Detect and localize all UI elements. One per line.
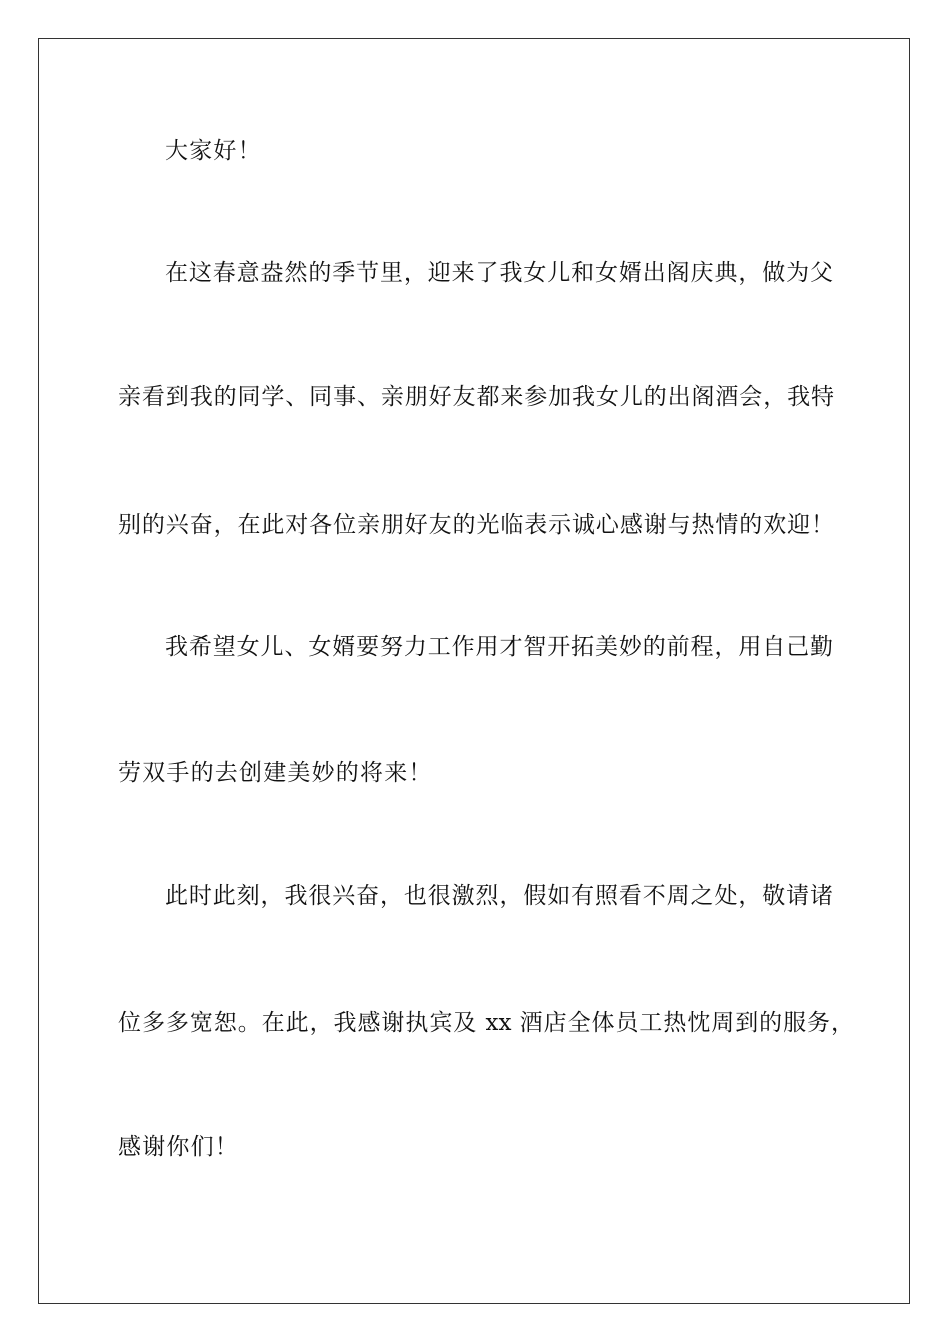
greeting-line: 大家好！ [165, 138, 262, 164]
paragraph-3-line-2: 位多多宽恕。在此，我感谢执宾及 xx 酒店全体员工热忱周到的服务， [118, 1010, 854, 1036]
paragraph-1-line-1: 在这春意盎然的季节里，迎来了我女儿和女婿出阁庆典，做为父 [165, 260, 833, 286]
paragraph-1-line-2: 亲看到我的同学、同事、亲朋好友都来参加我女儿的出阁酒会，我特 [118, 384, 834, 410]
paragraph-1-line-3: 别的兴奋，在此对各位亲朋好友的光临表示诚心感谢与热情的欢迎！ [118, 512, 834, 538]
paragraph-3-line-1: 此时此刻，我很兴奋，也很激烈，假如有照看不周之处，敬请诸 [165, 883, 833, 909]
paragraph-2-line-2: 劳双手的去创建美妙的将来！ [118, 760, 433, 786]
page-frame [38, 38, 910, 1304]
paragraph-3-line-3: 感谢你们！ [118, 1134, 239, 1160]
paragraph-2-line-1: 我希望女儿、女婿要努力工作用才智开拓美妙的前程，用自己勤 [165, 634, 833, 660]
